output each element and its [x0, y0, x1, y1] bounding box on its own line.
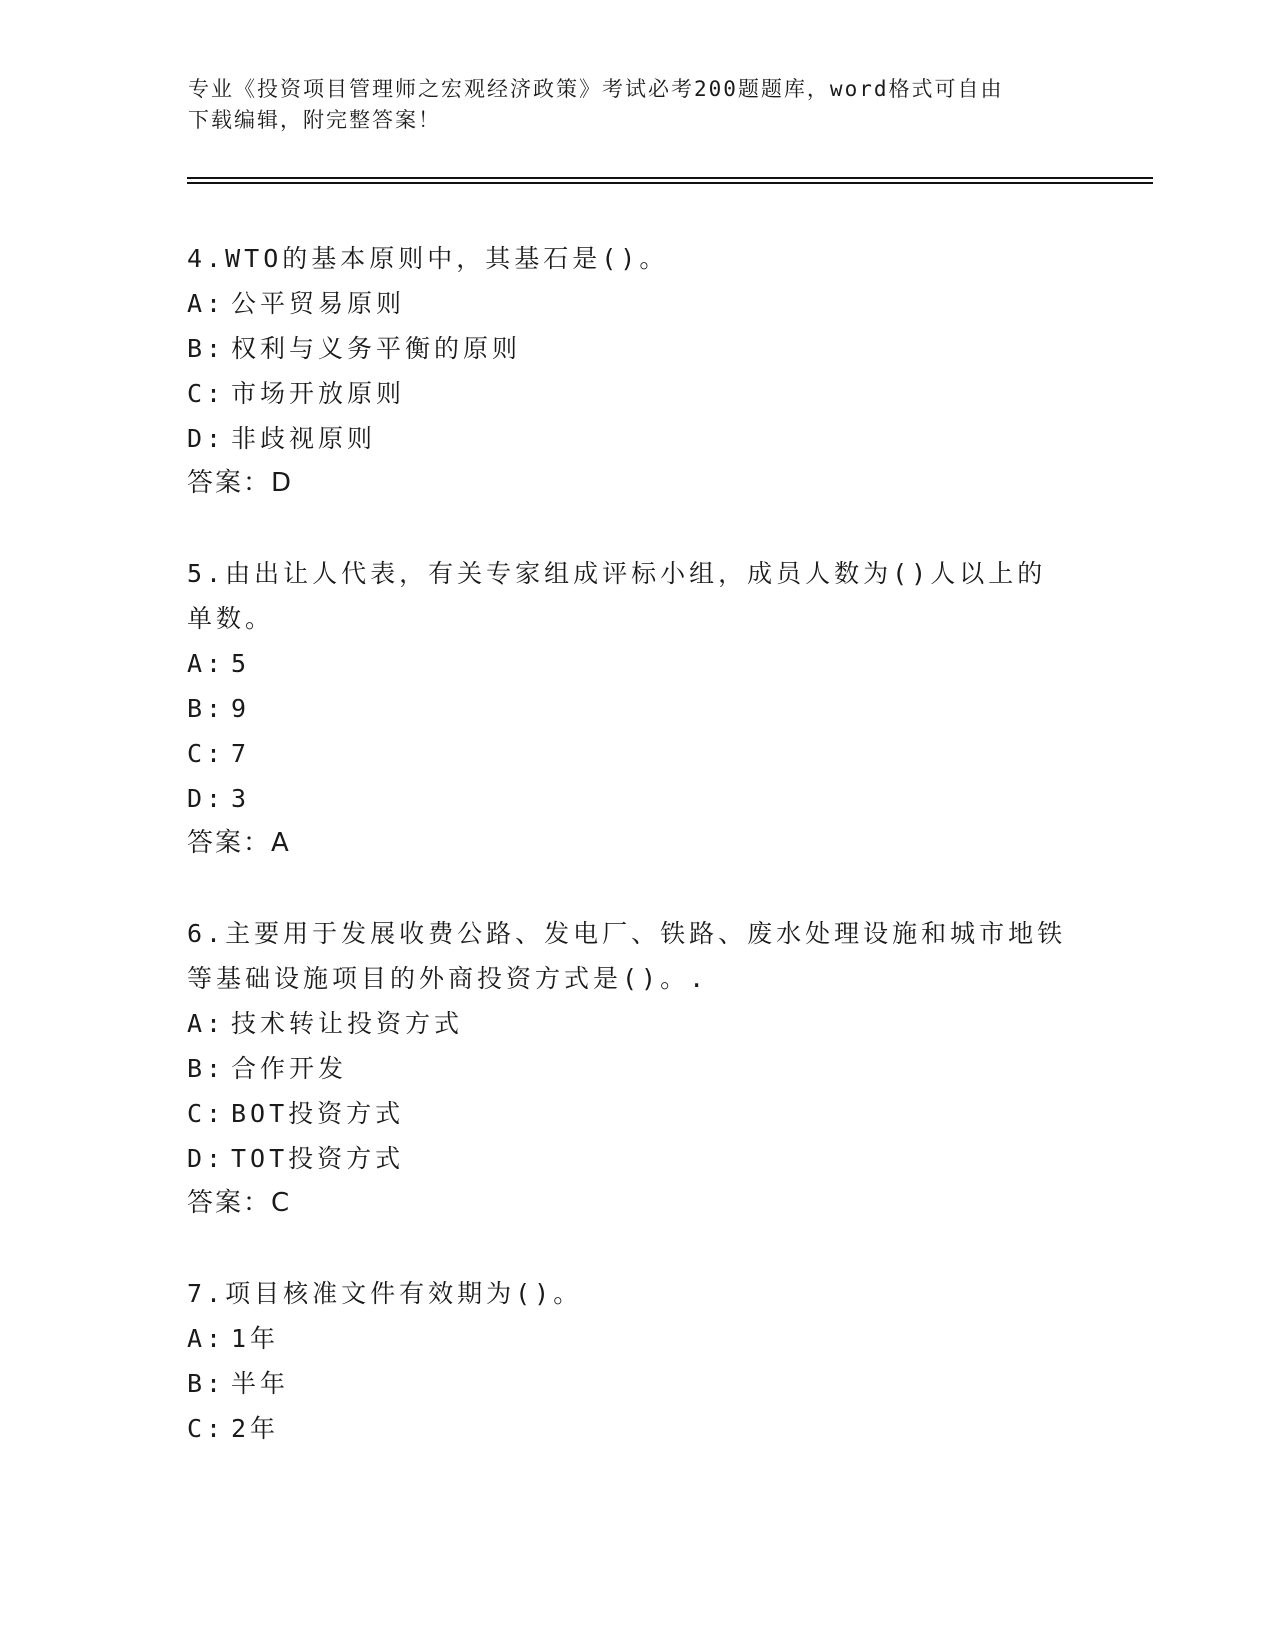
option-key: A: [187, 289, 226, 318]
option-b [187, 326, 1067, 371]
option-text: 7 [231, 739, 251, 768]
option-key: B: [187, 334, 226, 363]
option-text: 9 [231, 694, 251, 723]
option-a [187, 1001, 1067, 1046]
header-divider-bottom [187, 182, 1153, 184]
option-text: 公平贸易原则 [231, 289, 406, 318]
header-line-1: 专业《投资项目管理师之宏观经济政策》考试必考200题题库，word格式可自由 [188, 77, 1004, 101]
option-d [187, 1136, 1067, 1181]
option-key: A: [187, 649, 226, 678]
question-text: 4.WTO的基本原则中，其基石是()。 [187, 244, 669, 273]
option-text: 非歧视原则 [231, 424, 377, 453]
option-key: C: [187, 379, 226, 408]
option-c [187, 371, 1067, 416]
option-key: C: [187, 1414, 226, 1443]
option-text: 1年 [231, 1324, 280, 1353]
option-key: A: [187, 1324, 226, 1353]
option-key: C: [187, 739, 226, 768]
answer-line: 答案：C [187, 1188, 292, 1218]
option-key: B: [187, 1369, 226, 1398]
question-text: 6.主要用于发展收费公路、发电厂、铁路、废水处理设施和城市地铁等基础设施项目的外商投资方式是()。. [187, 919, 1067, 993]
option-text: 技术转让投资方式 [231, 1009, 464, 1038]
option-key: D: [187, 1144, 226, 1173]
option-b [187, 1046, 1067, 1091]
question-5 [187, 551, 1067, 866]
option-text: BOT投资方式 [231, 1099, 405, 1128]
option-text: TOT投资方式 [231, 1144, 405, 1173]
option-d [187, 416, 1067, 461]
option-key: B: [187, 1054, 226, 1083]
option-a [187, 281, 1067, 326]
question-list [187, 236, 1067, 1496]
question-7 [187, 1271, 1067, 1451]
option-key: A: [187, 1009, 226, 1038]
option-c [187, 731, 1067, 776]
document-header [188, 74, 1088, 136]
option-text: 市场开放原则 [231, 379, 406, 408]
option-d [187, 776, 1067, 821]
answer-line: 答案：A [187, 828, 291, 858]
answer-line: 答案：D [187, 468, 294, 498]
question-6 [187, 911, 1067, 1226]
option-text: 合作开发 [231, 1054, 348, 1083]
option-key: C: [187, 1099, 226, 1128]
option-b [187, 686, 1067, 731]
option-text: 权利与义务平衡的原则 [231, 334, 522, 363]
option-a [187, 641, 1067, 686]
option-c [187, 1406, 1067, 1451]
option-text: 2年 [231, 1414, 280, 1443]
question-text: 5.由出让人代表，有关专家组成评标小组，成员人数为()人以上的单数。 [187, 559, 1047, 633]
question-4 [187, 236, 1067, 506]
option-text: 5 [231, 649, 251, 678]
header-line-2: 下载编辑，附完整答案！ [188, 108, 441, 132]
option-a [187, 1316, 1067, 1361]
option-b [187, 1361, 1067, 1406]
option-text: 半年 [231, 1369, 290, 1398]
option-key: B: [187, 694, 226, 723]
option-key: D: [187, 424, 226, 453]
option-key: D: [187, 784, 226, 813]
question-text: 7.项目核准文件有效期为()。 [187, 1279, 583, 1308]
option-c [187, 1091, 1067, 1136]
option-text: 3 [231, 784, 251, 813]
header-divider-top [187, 177, 1153, 179]
